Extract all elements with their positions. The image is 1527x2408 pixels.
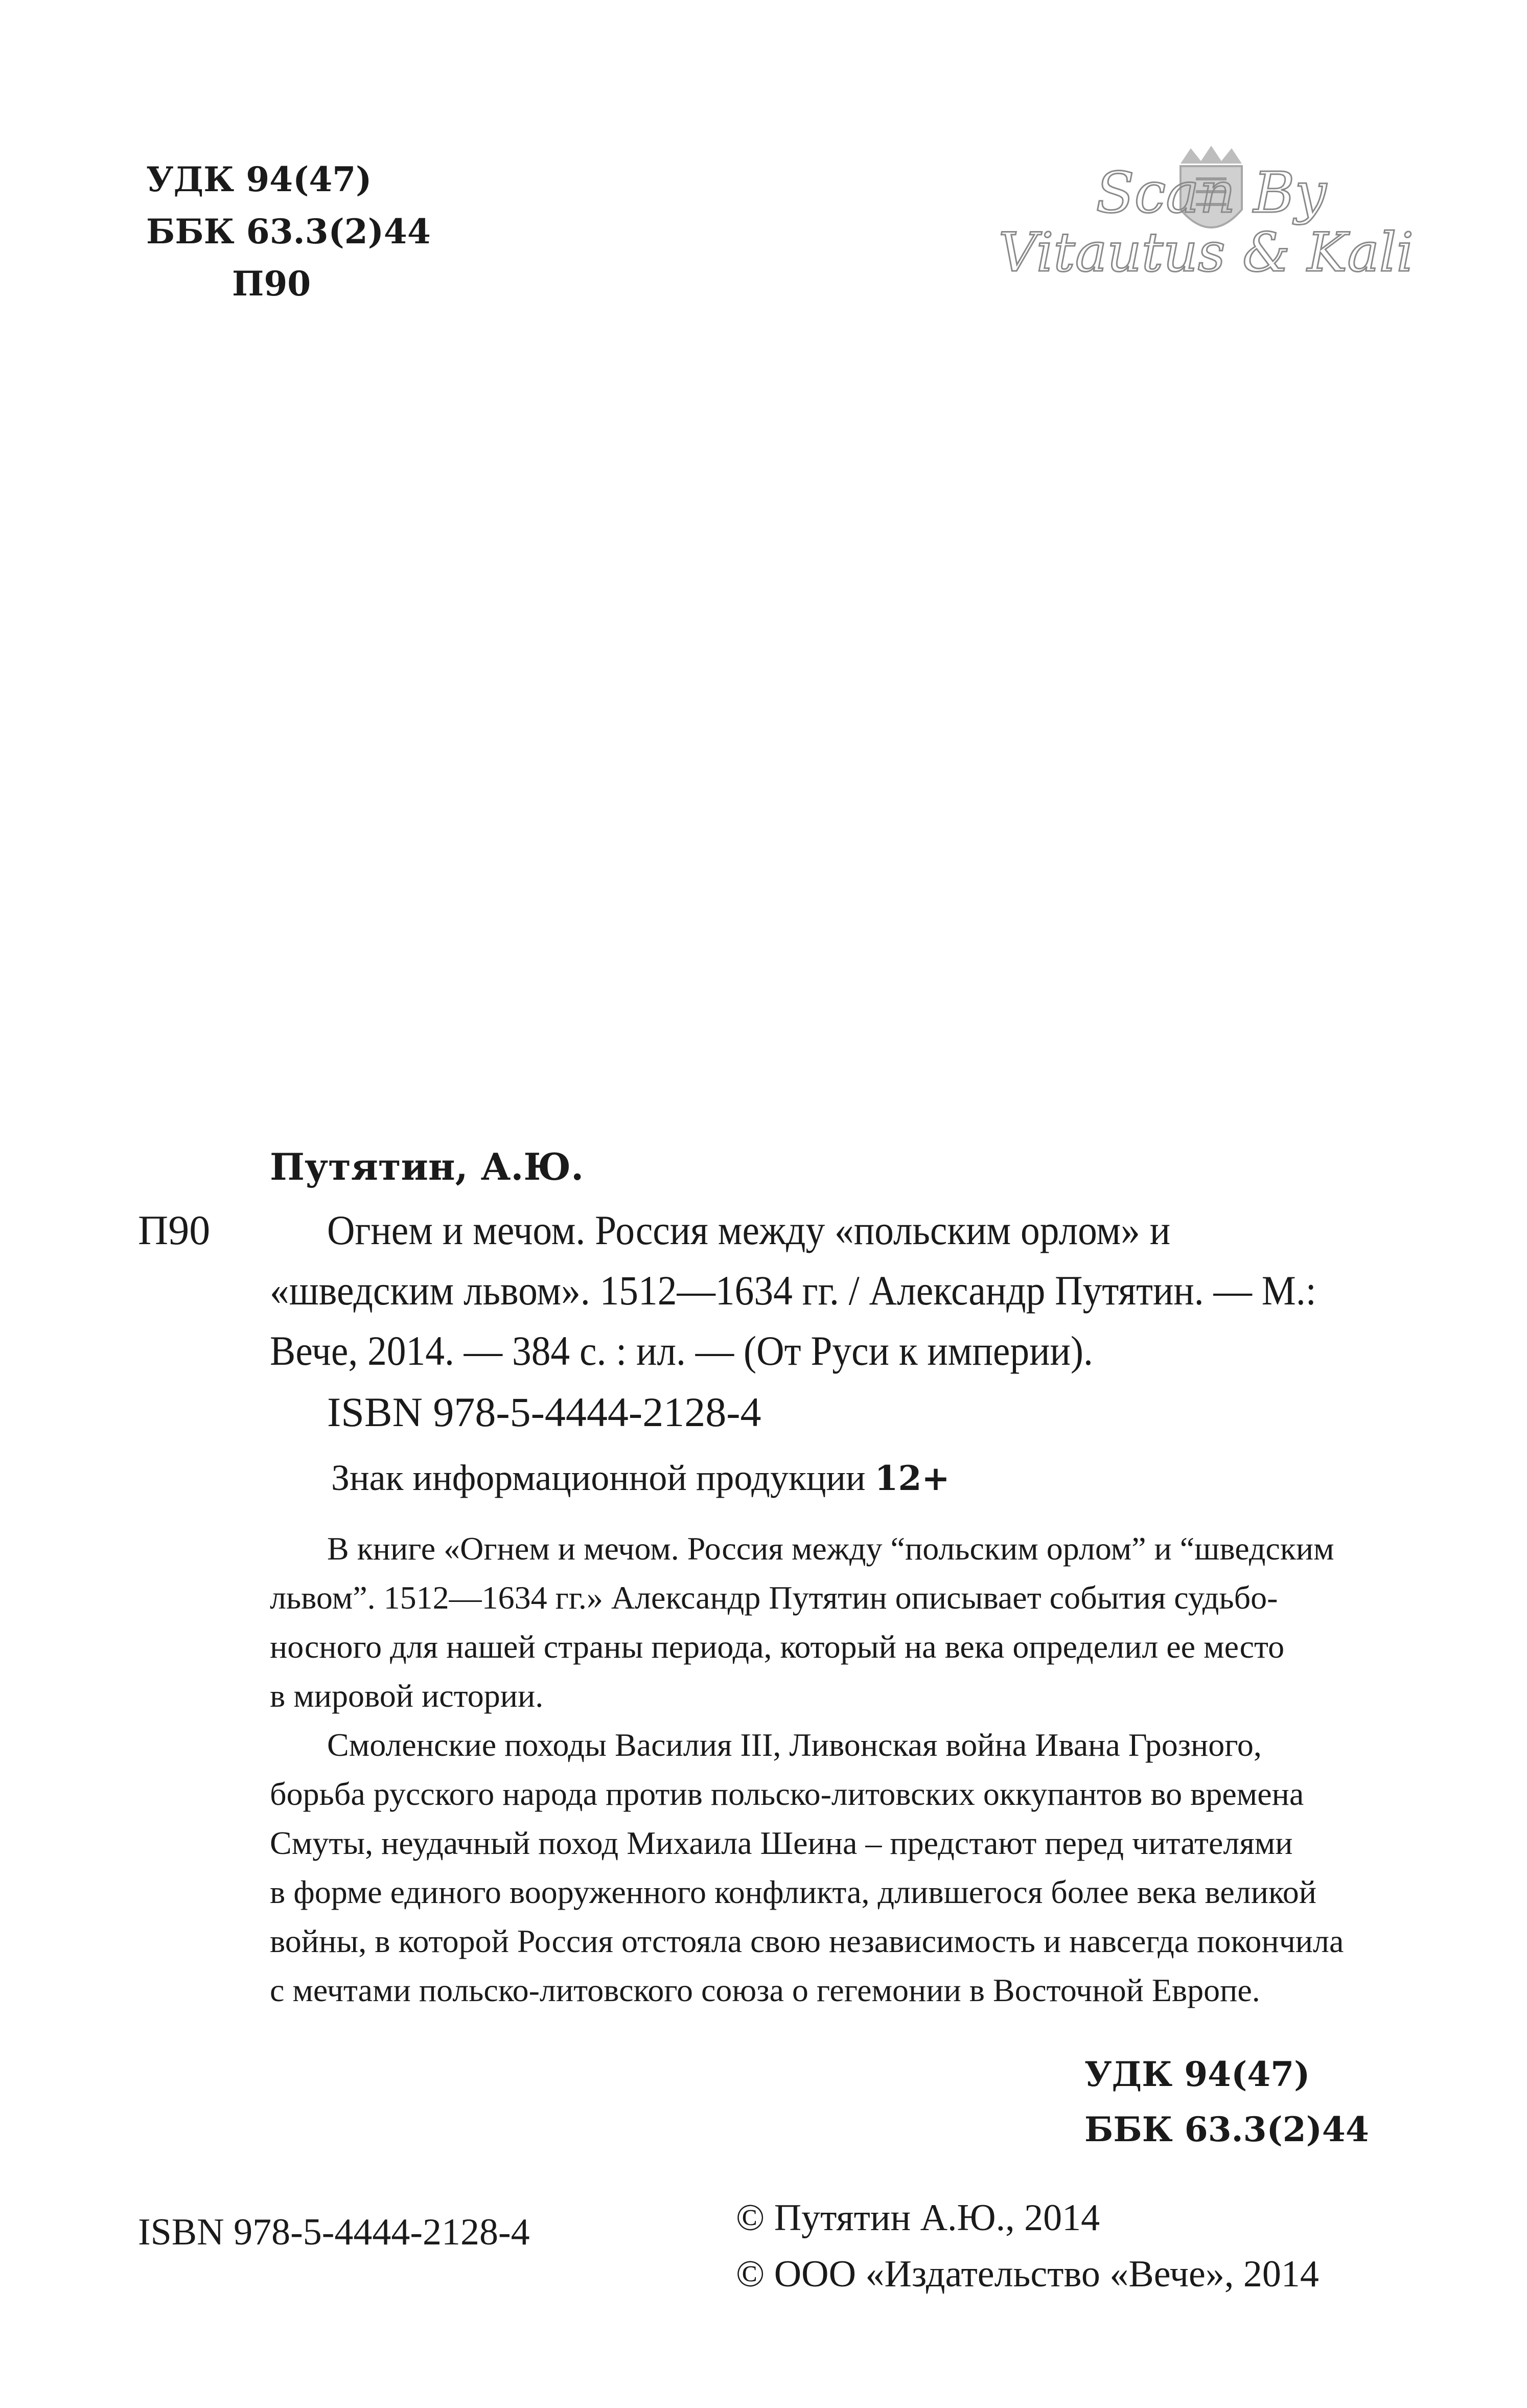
scan-watermark [998, 143, 1414, 296]
annotation-p1-last: в мировой истории. [270, 1678, 544, 1714]
annotation-p2-line-5: войны, в которой Россия отстояла свою независимость и навсегда покончила [270, 1923, 1344, 1959]
footer-isbn: ISBN 978-5-4444-2128-4 [138, 2211, 530, 2253]
copyright-publisher: © ООО «Издательство «Вече», 2014 [736, 2253, 1319, 2295]
annotation-p2-line-2: борьба русского народа против польско-литовских оккупантов во времена [270, 1776, 1304, 1812]
author-name: Путятин, А.Ю. [270, 1145, 584, 1188]
annotation-p2-line-6: с мечтами польско-литовского союза о гегемонии в Восточной Европе. [270, 1972, 1260, 2008]
catalog-code: П90 [138, 1207, 211, 1253]
bbk-bottom: ББК 63.3(2)44 [1084, 2109, 1369, 2149]
copyright-author: © Путятин А.Ю., 2014 [736, 2197, 1100, 2239]
annotation-p1-line-1: В книге «Огнем и мечом. Россия между “польским орлом” и “шведским [327, 1530, 1334, 1567]
udk-top: УДК 94(47) [146, 159, 372, 199]
annotation-p2-line-4: в форме единого вооруженного конфликта, длившегося более века великой [270, 1874, 1317, 1910]
udk-bottom: УДК 94(47) [1084, 2054, 1310, 2094]
catalog-isbn: ISBN 978-5-4444-2128-4 [327, 1389, 761, 1435]
svg-text:Scan By: Scan By [1096, 160, 1327, 225]
age-label: Знак информационной продукции [331, 1457, 866, 1498]
title-line-3: Вече, 2014. — 384 с. : ил. — (От Руси к империи). [270, 1327, 1093, 1374]
annotation-p2-line-1: Смоленские походы Василия III, Ливонская война Ивана Грозного, [327, 1727, 1262, 1763]
watermark-graphic [998, 143, 1414, 296]
title-line-2: «шведским львом». 1512—1634 гг. / Александр Путятин. — М.: [270, 1267, 1316, 1314]
title-line-1: Огнем и мечом. Россия между «польским орлом» и [327, 1207, 1171, 1253]
code-top: П90 [232, 264, 311, 304]
age-value: 12+ [874, 1458, 950, 1498]
bbk-top: ББК 63.3(2)44 [146, 212, 431, 251]
age-rating [331, 1457, 950, 1499]
annotation-p1-line-2: львом”. 1512—1634 гг.» Александр Путятин описывает события судьбо- [270, 1579, 1278, 1616]
annotation-p1-line-3: носного для нашей страны периода, который на века определил ее место [270, 1629, 1285, 1665]
svg-text:Vitautus & Kali: Vitautus & Kali [998, 221, 1414, 284]
annotation-p2-line-3: Смуты, неудачный поход Михаила Шеина – предстают перед читателями [270, 1825, 1293, 1861]
